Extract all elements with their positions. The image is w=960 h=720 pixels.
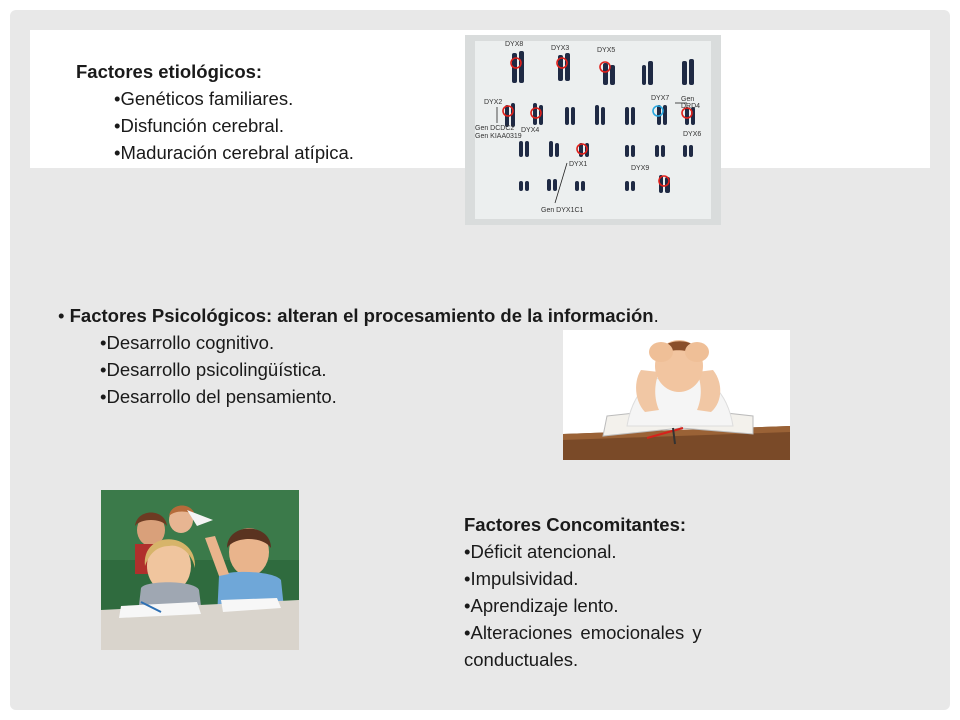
bullet: • [58, 305, 65, 326]
karyo-label: Gen DCDC2 [475, 125, 515, 132]
karyo-label: DYX9 [631, 165, 650, 172]
classroom-children-image [101, 490, 299, 650]
list-item-continuation: conductuales. [464, 649, 579, 670]
karyotype-chromosomes-image [465, 35, 721, 225]
list-item: •Desarrollo psicolingüística. [100, 359, 327, 380]
list-item: •Alteraciones emocionales y [464, 622, 702, 643]
list-item: •Desarrollo cognitivo. [100, 332, 275, 353]
psychological-heading: Factores Psicológicos: alteran el procesamiento de la información [69, 305, 654, 326]
karyo-label: DYX2 [484, 99, 503, 106]
etiological-heading: Factores etiológicos: [76, 61, 263, 82]
stressed-child-image [563, 330, 790, 460]
karyo-label: DYX3 [551, 45, 570, 52]
karyo-label: DYX4 [521, 127, 540, 134]
etiological-factors-block [76, 58, 354, 166]
list-item: •Desarrollo del pensamiento. [100, 386, 337, 407]
list-item: •Impulsividad. [464, 568, 579, 589]
karyo-label: DYX5 [597, 47, 616, 54]
concomitant-heading: Factores Concomitantes: [464, 514, 687, 535]
karyo-label: Gen DRD4 [681, 96, 701, 110]
list-item: •Disfunción cerebral. [114, 115, 284, 136]
karyo-label: DYX7 [651, 95, 670, 102]
list-item: •Maduración cerebral atípica. [114, 142, 354, 163]
list-item: •Aprendizaje lento. [464, 595, 619, 616]
list-item: •Genéticos familiares. [114, 88, 294, 109]
karyo-label: Gen KIAA0319 [475, 133, 522, 140]
concomitant-factors-block [464, 511, 702, 673]
karyo-label: DYX8 [505, 41, 524, 48]
karyo-label: Gen DYX1C1 [541, 207, 584, 214]
heading-period: . [653, 305, 659, 326]
list-item: •Déficit atencional. [464, 541, 617, 562]
karyo-label: DYX1 [569, 161, 588, 168]
karyo-label: DYX6 [683, 131, 702, 138]
